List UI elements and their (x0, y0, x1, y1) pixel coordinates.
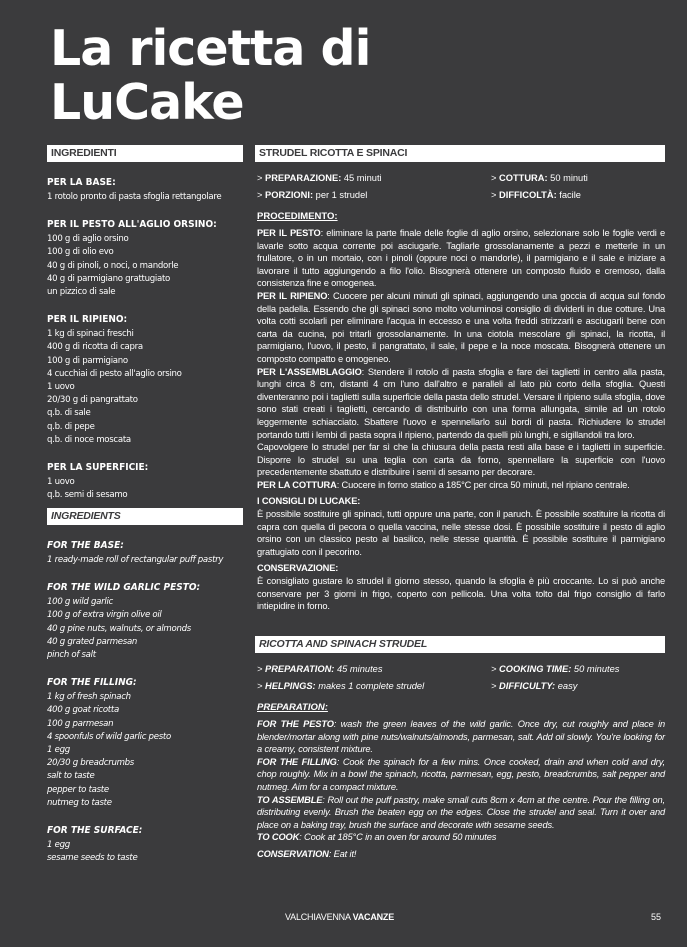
tips-section (255, 495, 665, 558)
procedure-step-text: : wash the green leaves of the wild garlic. Once dry, cut roughly and place in blender/mortar along with pine nuts/walnuts/almonds, parmesan, salt. Add oil slowly. You're looking for a creamy, consistent mixture. (257, 719, 666, 755)
ingredient-group (47, 461, 243, 502)
meta-cooking: > COTTURA: 50 minuti (491, 173, 588, 183)
conservation-section (255, 848, 665, 861)
meta-preparation: > PREPARAZIONE: 45 minuti (257, 173, 382, 183)
procedure-step-label: PER IL RIPIENO (257, 290, 328, 301)
ingredient-item: 20/30 g di pangrattato (47, 395, 138, 406)
storage-title: CONSERVAZIONE: (257, 563, 339, 574)
ingredient-group (47, 539, 243, 567)
ingredient-group (47, 824, 243, 865)
procedure-step-label: TO ASSEMBLE (257, 794, 323, 805)
meta-servings: > PORZIONI: per 1 strudel (257, 190, 368, 200)
title-line-2: LuCake (50, 74, 244, 131)
procedure-step (257, 366, 665, 442)
ingredient-item: q.b. di noce moscata (47, 434, 131, 445)
ingredient-item: 1 egg (47, 745, 70, 756)
ingredient-item: 1 uovo (47, 477, 75, 488)
page-number: 55 (651, 912, 662, 922)
procedure-step (257, 756, 665, 794)
ingredient-group (47, 581, 243, 662)
ingredient-item: 40 g di parmigiano grattugiato (47, 273, 171, 284)
ingredient-item: q.b. di pepe (47, 421, 95, 432)
ingredient-group-title: PER LA BASE: (47, 177, 116, 188)
page-title (50, 22, 370, 130)
recipe-en-header: RICOTTA AND SPINACH STRUDEL (255, 636, 665, 653)
ingredient-item: 1 kg of fresh spinach (47, 692, 131, 703)
ingredient-item: 1 kg di spinaci freschi (47, 329, 134, 340)
ingredient-group-title: FOR THE BASE: (47, 540, 124, 551)
recipe-it-column (255, 145, 665, 613)
ingredient-group-title: PER IL PESTO ALL'AGLIO ORSINO: (47, 219, 217, 231)
procedure-text (255, 227, 665, 491)
procedure-step (257, 718, 665, 756)
conservation-label: CONSERVATION (257, 848, 329, 859)
ingredient-item: salt to taste (47, 771, 95, 782)
procedure-title: PROCEDIMENTO: (257, 211, 338, 222)
ingredient-item: 400 g di ricotta di capra (47, 342, 143, 353)
preparation-title: PREPARATION: (257, 702, 328, 713)
ingredient-item: 100 g di parmigiano (47, 355, 128, 366)
recipe-en-meta (255, 661, 665, 695)
meta-difficulty: > DIFFICOLTÀ: facile (491, 190, 581, 200)
ingredient-item: 100 g di aglio orsino (47, 234, 129, 245)
ingredient-item: 40 g grated parmesan (47, 636, 138, 647)
procedure-step (257, 227, 665, 290)
recipe-it-header: STRUDEL RICOTTA E SPINACI (255, 145, 665, 162)
ingredient-item: pepper to taste (47, 784, 109, 795)
storage-section (255, 562, 665, 612)
ingredient-item: 100 g wild garlic (47, 597, 113, 608)
ingredient-group-title: FOR THE WILD GARLIC PESTO: (47, 582, 201, 594)
ingredient-item: 1 rotolo pronto di pasta sfoglia rettangolare (47, 192, 222, 202)
ingredient-group-title: PER LA SUPERFICIE: (47, 462, 149, 474)
ingredient-item: 100 g of extra virgin olive oil (47, 610, 162, 621)
procedure-step-label: FOR THE PESTO (257, 719, 334, 729)
ingredient-group (47, 313, 243, 447)
recipe-it-meta (255, 170, 665, 204)
ingredient-group (47, 176, 243, 204)
procedure-step-label: PER IL PESTO (257, 228, 321, 238)
ingredient-item: 20/30 g breadcrumbs (47, 758, 134, 769)
ingredient-item: pinch of salt (47, 650, 96, 661)
ingredient-item: 40 g pine nuts, walnuts, or almonds (47, 623, 191, 634)
ingredient-group-title: FOR THE FILLING: (47, 677, 137, 689)
tips-title: I CONSIGLI DI LUCAKE: (257, 496, 361, 507)
procedure-step (257, 794, 665, 832)
conservation-text: : Eat it! (328, 848, 357, 859)
procedure-step-text: : Cook at 185°C in an oven for around 50 minutes (299, 832, 497, 843)
ingredient-item: 4 spoonfuls of wild garlic pesto (47, 731, 171, 742)
procedure-step-label: TO COOK (257, 832, 300, 843)
procedure-step-text: : Cuocere in forno statico a 185°C per circa 50 minuti, nel ripiano centrale. (336, 479, 630, 490)
meta-en-difficulty: > DIFFICULTY: easy (491, 681, 578, 691)
footer-brand: VALCHIAVENNA VACANZE (285, 912, 395, 922)
recipe-en-column (255, 636, 665, 861)
ingredient-item: 4 cucchiai di pesto all'aglio orsino (47, 368, 182, 379)
ingredient-item: 40 g di pinoli, o noci, o mandorle (47, 260, 179, 271)
procedure-step-label: PER L'ASSEMBLAGGIO (257, 366, 362, 377)
ingredient-item: nutmeg to taste (47, 797, 112, 808)
ingredients-it-header: INGREDIENTI (47, 145, 243, 162)
ingredient-item: un pizzico di sale (47, 287, 116, 298)
ingredient-item: 1 ready-made roll of rectangular puff pastry (47, 555, 224, 565)
ingredient-item: 1 uovo (47, 382, 75, 393)
procedure-step-text: : Cuocere per alcuni minuti gli spinaci, aggiungendo una goccia di acqua sul fondo della padella. Essendo che gli spinaci sono molto voluminosi consiglio di dividerli in due cotture. Una volta cotti scolarli per eliminare l'acqua in eccesso e una volta freddi strizzarli e asciugarli bene con carta da cucina, poi tritarli grossolanamente. In una ciotola mescolare gli spinaci, la ricotta, il parmigiano, l'uovo, il pesto, il pangrattato, il sale, il pepe e la noce moscata. Bisognerà ottenere un composto compatto e omogeneo. (257, 290, 665, 364)
ingredients-en-header: INGREDIENTS (47, 508, 243, 525)
procedure-step-label: PER LA COTTURA (257, 479, 337, 490)
procedure-step (257, 441, 665, 479)
ingredient-item: 1 egg (47, 840, 70, 851)
procedure-step (257, 290, 665, 366)
storage-text: È consigliato gustare lo strudel il giorno stesso, quando la sfoglia è più croccante. Lo si può anche conservare per 3 giorni in frigo, coperto con pellicola. Una volta tolto dal frigo consiglio di farlo intiepidire in forno. (257, 576, 665, 612)
procedure-step-text: : eliminare la parte finale delle foglie di aglio orsino, selezionare solo le foglie verdi e lavarle sotto acqua corrente poi asciugarle. Tagliarle grossolanamente a pezzi e metterle in un frullatore, o in un mortaio, con i pinoli (oppure noci o mandorle), il parmigiano e il sale e iniziare a lavorare il tutto aggiungendo a filo l'olio. Bisognerà ottenere un composto fluido e cremoso, dalla consistenza fine e omogenea. (257, 228, 666, 289)
ingredient-item: q.b. di sale (47, 408, 91, 419)
ingredient-group (47, 218, 243, 299)
procedure-step-text: : Roll out the puff pastry, make small cuts 8cm x 4cm at the centre. Pour the filling on, distributing evenly. Brush the beaten egg on the edges. Close the strudel and seal. Turn it over and place on a baking tray, brush the surface and decorate with sesame seeds. (257, 794, 665, 830)
ingredients-en-column (47, 508, 243, 865)
procedure-step-label: FOR THE FILLING (257, 756, 337, 767)
ingredient-item: 100 g parmesan (47, 718, 114, 729)
ingredient-item: 100 g di olio evo (47, 247, 114, 258)
procedure-step-text: : Stendere il rotolo di pasta sfoglia e fare dei taglietti in centro alla pasta, lunghi circa 8 cm, distanti 4 cm l'uno dall'altro e paralleli al lato più corto della sfoglia. Questi diventeranno poi i taglietti sulla superficie della pasta dello strudel. Versare il ripieno sulla sfoglia, dove sono stati creati i taglietti, cercando di distribuirlo con una forma allungata, simile ad un rotolo leggermente schiacciato. Sbattere l'uovo e spennellarlo sui bordi di pasta. Richiudere lo strudel portando tutti i lembi di pasta sopra il ripieno, partendo da quelli più lunghi, e sigillandoli tra loro. (257, 366, 665, 440)
ingredient-item: q.b. semi di sesamo (47, 490, 128, 501)
preparation-text (255, 718, 665, 844)
ingredient-group (47, 676, 243, 810)
meta-en-helpings: > HELPINGS: makes 1 complete strudel (257, 681, 425, 691)
ingredient-item: sesame seeds to taste (47, 853, 138, 864)
procedure-step-text: Capovolgere lo strudel per far sì che la chiusura della pasta resti alla base e i taglietti in superficie. Disporre lo strudel su una teglia con carta da forno, spennellare la superficie con l'uovo precedentemente sbattuto e distribuire i semi di sesamo per decorare. (257, 442, 665, 478)
procedure-step (257, 479, 665, 492)
ingredient-group-title: PER IL RIPIENO: (47, 314, 128, 326)
tips-text: È possibile sostituire gli spinaci, tutti oppure una parte, con il paruch. È possibile sostituire la ricotta di capra con quella di pecora o quella vaccina, nelle stesse dosi. È possibile sostituire il pesto di aglio orsino con un classico pesto al basilico, nelle stesse quantità. È possibile sostituire il parmigiano grattugiato con il pecorino. (257, 509, 665, 557)
meta-en-cooking: > COOKING TIME: 50 minutes (491, 664, 620, 674)
ingredients-it-column (47, 145, 243, 502)
procedure-step-text: : Cook the spinach for a few mins. Once cooked, drain and when cold and dry, chop roughly. Mix in a bowl the spinach, ricotta, parmesan, egg, pesto, breadcrumbs, salt pepper and nutmeg. Aim for a compact mixture. (257, 756, 665, 792)
meta-en-preparation: > PREPARATION: 45 minutes (257, 664, 383, 674)
ingredient-group-title: FOR THE SURFACE: (47, 825, 143, 837)
title-line-1: La ricetta di (50, 20, 371, 77)
ingredient-item: 400 g goat ricotta (47, 705, 119, 716)
procedure-step (257, 831, 665, 844)
